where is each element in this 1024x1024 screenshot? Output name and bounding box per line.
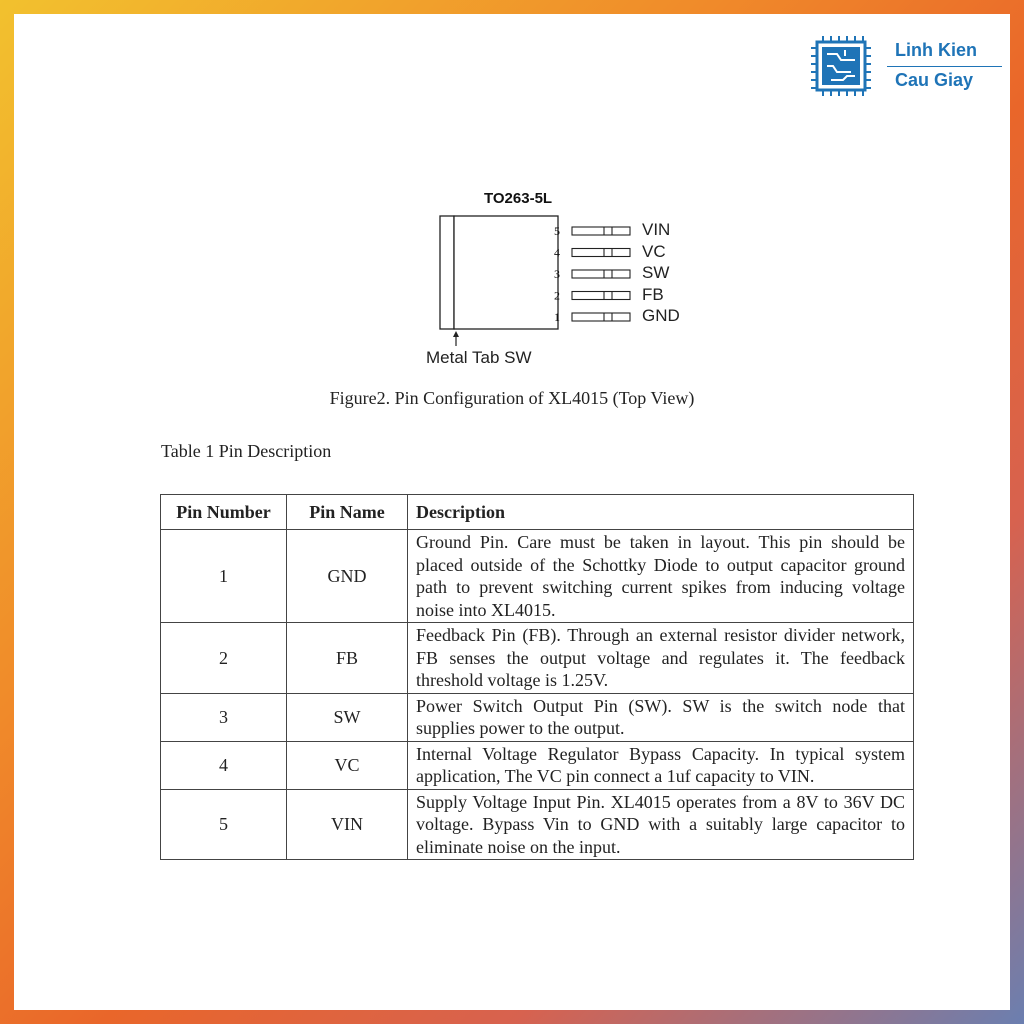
table-row [161, 693, 914, 741]
description-cell: Feedback Pin (FB). Through an external resistor divider network, FB senses the output voltage and regulates it. The feedback threshold voltage is 1.25V. [408, 623, 914, 694]
header-description: Description [408, 495, 914, 530]
pin-name-cell: FB [287, 623, 408, 694]
pin-name-label: VC [642, 241, 666, 261]
pin-lead [572, 270, 630, 278]
table-header-row [161, 495, 914, 530]
table-row [161, 789, 914, 860]
description-cell: Supply Voltage Input Pin. XL4015 operates from a 8V to 36V DC voltage. Bypass Vin to GND with a suitably large capacitor to eliminate noise on the input. [408, 789, 914, 860]
figure-caption: Figure2. Pin Configuration of XL4015 (Top View) [329, 388, 695, 408]
pin-lead [572, 292, 630, 300]
pin-name-cell: SW [287, 693, 408, 741]
pin-name-label: SW [642, 263, 670, 282]
table-row [161, 623, 914, 694]
table-row [161, 530, 914, 623]
pin-lead [572, 227, 630, 235]
pin-lead [572, 249, 630, 257]
pin-number-cell: 4 [161, 741, 287, 789]
brand-line1: Linh Kien [895, 40, 977, 60]
metal-tab-label: Metal Tab SW [426, 348, 532, 367]
package-title: TO263-5L [484, 190, 553, 207]
pin-name-cell: VIN [287, 789, 408, 860]
pin-name-cell: VC [287, 741, 408, 789]
pin-number-label: 1 [554, 310, 560, 324]
pin-number-cell: 5 [161, 789, 287, 860]
table-title: Table 1 Pin Description [161, 441, 332, 461]
pin-number-cell: 3 [161, 693, 287, 741]
pin-number-cell: 2 [161, 623, 287, 694]
pin-number-label: 2 [554, 288, 560, 303]
pin-number-cell: 1 [161, 530, 287, 623]
pin-number-label: 4 [554, 245, 560, 260]
pin-number-label: 5 [554, 224, 560, 238]
page-frame [14, 14, 1010, 1010]
brand-logo[interactable] [797, 36, 1007, 116]
pin-number-label: 3 [554, 267, 560, 281]
table-row [161, 741, 914, 789]
pin-name-label: VIN [642, 220, 671, 239]
tab-arrow-head [453, 331, 459, 337]
pin-description-table [160, 494, 914, 860]
chip-icon [811, 36, 871, 96]
description-cell: Power Switch Output Pin (SW). SW is the switch node that supplies power to the output. [408, 693, 914, 741]
brand-line2: Cau Giay [895, 70, 974, 90]
package-body [454, 216, 558, 329]
pin-name-label: GND [642, 306, 680, 325]
pin-name-cell: GND [287, 530, 408, 623]
brand-divider [887, 66, 1002, 67]
pin-lead [572, 313, 630, 321]
pin-name-label: FB [642, 284, 664, 304]
pin-diagram [404, 174, 704, 384]
metal-tab [440, 216, 454, 329]
header-pin-number: Pin Number [161, 495, 287, 530]
description-cell: Ground Pin. Care must be taken in layout. This pin should be placed outside of the Schottky Diode to output capacitor ground path to prevent switching current spikes from inducing voltage noise into XL4015. [408, 530, 914, 623]
header-pin-name: Pin Name [287, 495, 408, 530]
description-cell: Internal Voltage Regulator Bypass Capacity. In typical system application, The VC pin connect a 1uf capacity to VIN. [408, 741, 914, 789]
